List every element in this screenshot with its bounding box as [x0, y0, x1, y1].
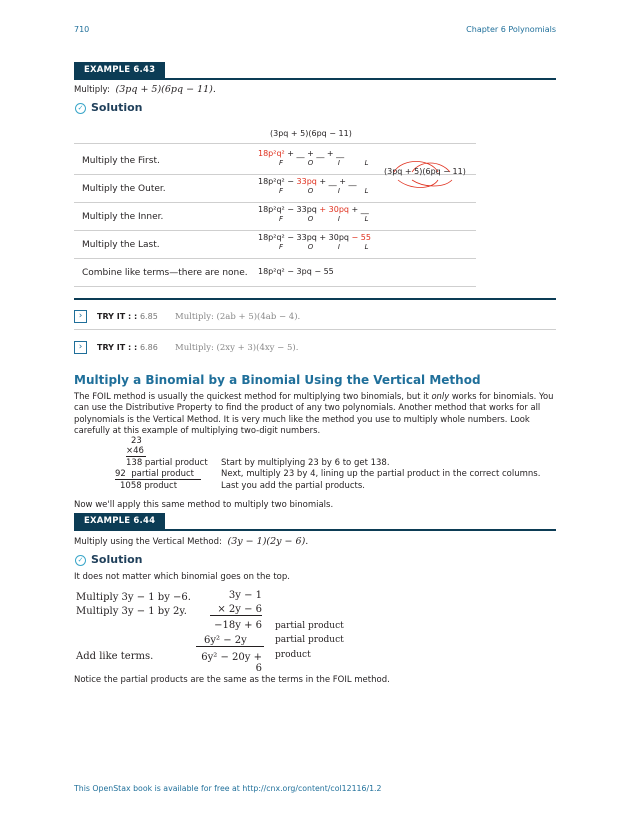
try-it-label: TRY IT : : 6.86: [97, 343, 158, 352]
vertical-step-3: Add like terms.: [76, 651, 154, 662]
table-divider: [74, 202, 476, 203]
example-prompt: [74, 536, 308, 547]
try-it-text: Multiply: (2ab + 5)(4ab − 4).: [175, 312, 301, 322]
foil-step-label: Combine like terms—there are none.: [82, 268, 248, 278]
vertical-product: 6y² − 20y + 6: [201, 652, 262, 674]
foil-step-expression: 18p²q² − 3pq − 55: [258, 267, 334, 276]
example-prompt: [74, 84, 216, 95]
check-circle-icon: ✓: [75, 555, 86, 566]
foil-letters: F O I L: [279, 187, 369, 195]
foil-step-expression: 18p²q² − 33pq + 30pq − 55: [258, 233, 371, 242]
closing-text: Notice the partial products are the same as the terms in the FOIL method.: [74, 675, 390, 685]
note-text: It does not matter which binomial goes on the top.: [74, 572, 290, 582]
vertical-tag-2: partial product: [275, 635, 344, 645]
table-divider: [74, 143, 476, 144]
try-it-label: TRY IT : : 6.85: [97, 312, 158, 321]
foil-step-label: Multiply the First.: [82, 156, 160, 166]
example-rule: [74, 78, 556, 80]
vertical-partial-2: 6y² − 2y: [196, 635, 264, 647]
transition-text: Now we'll apply this same method to multiply two binomials.: [74, 500, 334, 510]
foil-letters: F O I L: [279, 215, 369, 223]
vertical-step-2: Multiply 3y − 1 by 2y.: [76, 606, 187, 617]
vertical-multiplier: × 2y − 6: [210, 604, 262, 616]
vertical-partial-1: −18y + 6: [214, 620, 262, 631]
foil-step-label: Multiply the Last.: [82, 240, 160, 250]
foil-step-expression: 18p²q² − 33pq + 30pq + __: [258, 205, 369, 214]
prompt-expression: (3y − 1)(2y − 6).: [227, 536, 309, 547]
chevron-right-icon[interactable]: ›: [74, 341, 87, 354]
prompt-expression: (3pq + 5)(6pq − 11).: [115, 84, 216, 95]
page-number: 710: [74, 25, 90, 34]
vertical-tag-1: partial product: [275, 621, 344, 631]
foil-arc-diagram: [380, 160, 466, 190]
example-rule: [74, 529, 556, 531]
side-expression: (3pq + 5)(6pq − 11): [384, 167, 466, 176]
check-circle-icon: ✓: [75, 103, 86, 114]
example-label: EXAMPLE 6.43: [74, 62, 165, 79]
table-divider: [74, 230, 476, 231]
vertical-top: 3y − 1: [228, 590, 262, 601]
foil-step-label: Multiply the Outer.: [82, 184, 166, 194]
numeric-product: 1058 product: [120, 481, 178, 491]
example-end-rule: [74, 298, 556, 300]
numeric-multiplier: ×46: [126, 446, 144, 456]
vertical-step-1: Multiply 3y − 1 by −6.: [76, 592, 191, 603]
foil-letters: F O I L: [279, 159, 369, 167]
numeric-partial-2: 92 partial product: [115, 469, 201, 480]
numeric-desc-1: Start by multiplying 23 by 6 to get 138.: [221, 458, 390, 468]
numeric-partial-1: 138 partial product: [126, 458, 208, 468]
try-divider: [74, 329, 556, 330]
foil-step-expression: 18p²q² + __ + __ + __: [258, 149, 345, 158]
table-divider: [74, 258, 476, 259]
numeric-desc-2: Next, multiply 23 by 4, lining up the partial product in the correct columns.: [221, 469, 541, 479]
prompt-label: Multiply:: [74, 85, 110, 95]
chapter-title: Chapter 6 Polynomials: [466, 25, 556, 34]
prompt-label: Multiply using the Vertical Method:: [74, 537, 222, 547]
example-label: EXAMPLE 6.44: [74, 513, 165, 530]
numeric-desc-3: Last you add the partial products.: [221, 481, 365, 491]
section-paragraph: The FOIL method is usually the quickest method for multiplying two binomials, but it only works for binomials. You can use the Distributive Property to find the product of any two polynomials. Another method that works for all polynomials is the Vertical Method. It is very much like the method you use to multiply whole numbers. Look carefully at this example of multiplying two-digit numbers.: [74, 391, 554, 435]
try-it-text: Multiply: (2xy + 3)(4xy − 5).: [175, 343, 299, 353]
foil-step-label: Multiply the Inner.: [82, 212, 164, 222]
foil-step-expression: 18p²q² − 33pq + __ + __: [258, 177, 357, 186]
vertical-tag-3: product: [275, 650, 311, 660]
solution-heading: Solution: [91, 553, 143, 566]
footer-text: This OpenStax book is available for free at http://cnx.org/content/col12116/1.2: [74, 784, 382, 793]
foil-table-header: (3pq + 5)(6pq − 11): [270, 129, 352, 138]
section-heading: Multiply a Binomial by a Binomial Using the Vertical Method: [74, 373, 481, 387]
solution-heading: Solution: [91, 101, 143, 114]
foil-letters: F O I L: [279, 243, 369, 251]
table-divider: [74, 286, 476, 287]
numeric-top: 23: [131, 436, 142, 446]
chevron-right-icon[interactable]: ›: [74, 310, 87, 323]
